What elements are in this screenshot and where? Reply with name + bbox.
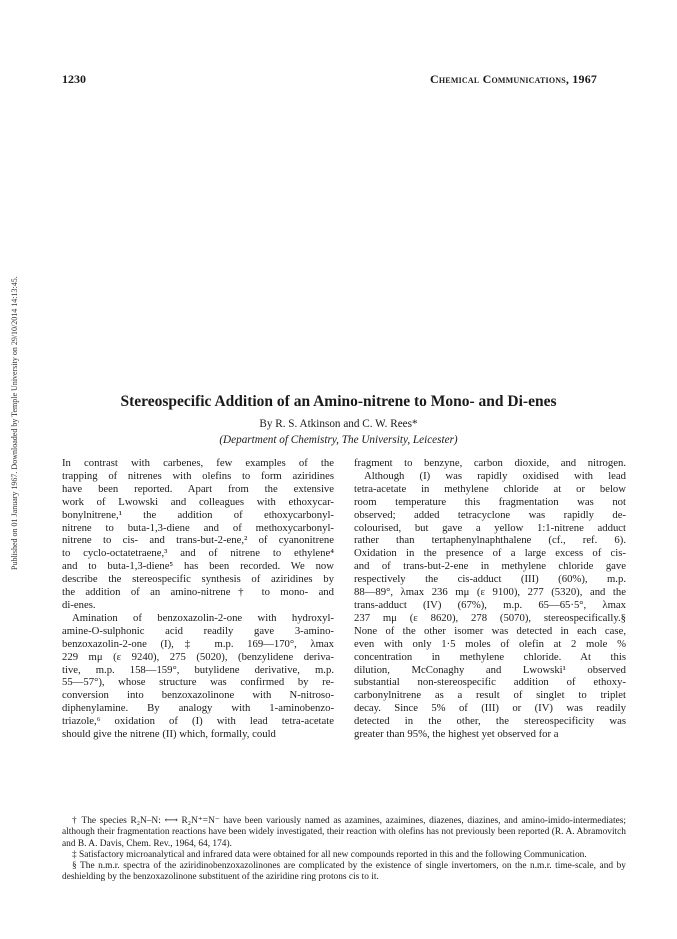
text-line: 55—57°), whose structure was confirmed by re- — [62, 676, 334, 689]
text-line: dilution, McConaghy and Lwowski¹ observed — [354, 663, 626, 676]
text-line: diphenylamine. By analogy with 1-aminobenzo- — [62, 702, 334, 715]
text-line: trans-adduct (IV) (67%), m.p. 65—65·5°, λmax — [354, 598, 626, 611]
article-affiliation: (Department of Chemistry, The University, Leicester) — [219, 434, 458, 446]
text-line: carbonylnitrene as a result of singlet to triplet — [354, 689, 626, 702]
text-line: describe the stereospecific synthesis of aziridines by — [62, 573, 334, 586]
text-line: nitrene to cis- and trans-but-2-ene,² of cyanonitrene — [62, 534, 334, 547]
footnote: ‡ Satisfactory microanalytical and infrared data were obtained for all new compounds reported in this and the following Communication. — [72, 849, 587, 860]
text-line: respectively the cis-adduct (III) (60%), m.p. — [354, 573, 626, 586]
text-line: work of Lwowski and colleagues with ethoxycar- — [62, 495, 334, 508]
text-line: fragment to benzyne, carbon dioxide, and nitrogen. — [354, 457, 626, 469]
page-number: 1230 — [62, 72, 86, 86]
text-line: Oxidation in the presence of a large excess of cis- — [354, 547, 626, 560]
text-line: the addition of an amino-nitrene† to mono- and — [62, 586, 334, 599]
article-title: Stereospecific Addition of an Amino-nitrene to Mono- and Di-enes — [120, 393, 557, 410]
journal-running-head: Chemical Communications, 1967 — [430, 72, 598, 86]
text-line: nitrene to buta-1,3-diene and of methoxycarbonyl- — [62, 521, 334, 534]
text-line: have been reported. Apart from the extensive — [62, 482, 334, 495]
text-line: greater than 95%, the highest yet observed for a — [354, 728, 559, 741]
text-line: room temperature this fragmentation was not — [354, 495, 626, 508]
article-byline: By R. S. Atkinson and C. W. Rees* — [259, 418, 418, 430]
text-line: Although (I) was rapidly oxidised with lead — [364, 469, 626, 482]
text-line: bonylnitrene,¹ the addition of ethoxycarbonyl- — [62, 508, 334, 521]
text-line: observed; added tetracyclone was rapidly de- — [354, 508, 626, 521]
text-line: 237 mμ (ε 8620), 278 (5070), stereospecifically.§ — [354, 611, 626, 624]
text-line: should give the nitrene (II) which, formally, could — [62, 728, 276, 741]
text-line: 229 mμ (ε 9240), 275 (5020), (benzylidene deriva- — [62, 650, 334, 663]
left-column — [62, 457, 334, 741]
text-line: substantial non-stereospecific addition of ethoxy- — [354, 676, 626, 689]
text-line: even with only 1·5 moles of olefin at 2 mole % — [354, 637, 626, 650]
text-line: decay. Since 5% of (III) or (IV) was readily — [354, 702, 626, 715]
text-line: rather than tertaphenylnaphthalene (cf., ref. 6). — [354, 534, 626, 547]
text-line: colourised, but gave a yellow 1:1-nitrene adduct — [354, 521, 626, 534]
text-line: triazole,⁶ oxidation of (I) with lead tetra-acetate — [62, 715, 334, 728]
download-notice — [2, 160, 19, 570]
footnote: † The species R₂N–N: ⟷ R₂N⁺=N⁻ have been variously named as azamines, azaimines, diazenes, diazines, and amino-imido-intermediates; although their fragmentation reactions have been widely investigated, their reaction with olefins has not previously been reported (R. A. Abramovitch and B. A. Davis, Chem. Rev., 1964, 64, 174). — [62, 816, 626, 849]
footnote: § The n.m.r. spectra of the aziridinobenzoxazolinones are complicated by the existence of single invertomers, on the n.m.r. time-scale, and by deshielding by the benzoxazolinone substituent of the aziridine ring protons cis to it. — [62, 861, 626, 883]
text-line: di-enes. — [62, 598, 96, 611]
text-line: In contrast with carbenes, few examples of the — [62, 457, 334, 469]
text-line: Amination of benzoxazolin-2-one with hydroxyl- — [72, 611, 334, 624]
text-line: detected in the other, the stereospecificity was — [354, 715, 626, 728]
text-line: tive, m.p. 158—159°, butylidene derivative, m.p. — [62, 663, 334, 676]
footnotes — [62, 816, 626, 884]
right-column — [354, 457, 626, 741]
text-line: conversion into benzoxazolinone with N-nitroso- — [62, 689, 334, 702]
text-line: 88—89°, λmax 236 mμ (ε 9100), 277 (5320), and the — [354, 586, 626, 599]
text-line: tetra-acetate in methylene chloride at or below — [354, 482, 626, 495]
text-line: and of trans-but-2-ene in methylene chloride gave — [354, 560, 626, 573]
text-line: concentration in methylene chloride. At this — [354, 650, 626, 663]
text-line: None of the other isomer was detected in each case, — [354, 624, 626, 637]
download-notice-text: Published on 01 January 1967. Downloaded by Temple University on 29/10/2014 14:13:45. — [10, 276, 19, 570]
text-line: benzoxazolin-2-one (I),‡ m.p. 169—170°, λmax — [62, 637, 334, 650]
text-line: amine-O-sulphonic acid readily gave 3-amino- — [62, 624, 334, 637]
text-line: and to buta-1,3-diene⁵ has been recorded. We now — [62, 560, 334, 573]
text-line: trapping of nitrenes with olefins to form aziridines — [62, 469, 334, 482]
text-line: to cyclo-octatetraene,³ and of nitrene to ethylene⁴ — [62, 547, 334, 560]
